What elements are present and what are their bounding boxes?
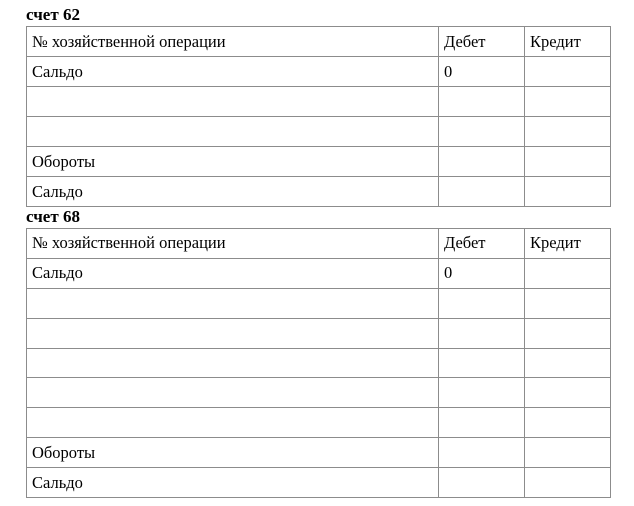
cell-debit [439, 87, 525, 117]
cell-credit [525, 378, 611, 408]
table-row [27, 57, 611, 87]
cell-operation: Сальдо [27, 258, 439, 288]
cell-credit [525, 348, 611, 378]
cell-debit [439, 288, 525, 318]
cell-operation [27, 378, 439, 408]
cell-credit [525, 408, 611, 438]
cell-debit [439, 177, 525, 207]
cell-credit [525, 177, 611, 207]
table-row [27, 87, 611, 117]
header-credit: Кредит [525, 229, 611, 259]
cell-operation: Сальдо [27, 468, 439, 498]
cell-operation [27, 87, 439, 117]
header-operation: № хозяйственной операции [27, 229, 439, 259]
account-62-table [26, 26, 611, 207]
cell-debit [439, 117, 525, 147]
cell-debit: 0 [439, 57, 525, 87]
table-row [27, 117, 611, 147]
cell-credit [525, 318, 611, 348]
cell-operation [27, 318, 439, 348]
cell-debit [439, 408, 525, 438]
table-row [27, 468, 611, 498]
cell-debit [439, 438, 525, 468]
header-debit: Дебет [439, 27, 525, 57]
table-row [27, 378, 611, 408]
header-row [27, 229, 611, 259]
cell-credit [525, 438, 611, 468]
cell-credit [525, 87, 611, 117]
table-row [27, 288, 611, 318]
cell-debit [439, 378, 525, 408]
cell-operation: Обороты [27, 147, 439, 177]
header-operation: № хозяйственной операции [27, 27, 439, 57]
table-row [27, 177, 611, 207]
cell-operation [27, 117, 439, 147]
cell-debit [439, 468, 525, 498]
cell-credit [525, 468, 611, 498]
cell-credit [525, 258, 611, 288]
cell-debit: 0 [439, 258, 525, 288]
table-row [27, 318, 611, 348]
cell-credit [525, 288, 611, 318]
cell-credit [525, 57, 611, 87]
cell-credit [525, 147, 611, 177]
cell-debit [439, 147, 525, 177]
account-68-title: счет 68 [26, 207, 80, 226]
cell-debit [439, 348, 525, 378]
cell-operation: Сальдо [27, 57, 439, 87]
cell-credit [525, 117, 611, 147]
cell-operation [27, 348, 439, 378]
cell-operation: Сальдо [27, 177, 439, 207]
account-62-title: счет 62 [26, 5, 80, 24]
header-debit: Дебет [439, 229, 525, 259]
cell-operation [27, 288, 439, 318]
table-row [27, 147, 611, 177]
cell-debit [439, 318, 525, 348]
cell-operation [27, 408, 439, 438]
table-row [27, 438, 611, 468]
table-row [27, 258, 611, 288]
table-row [27, 348, 611, 378]
table-row [27, 408, 611, 438]
header-row [27, 27, 611, 57]
cell-operation: Обороты [27, 438, 439, 468]
account-68-table [26, 228, 611, 498]
header-credit: Кредит [525, 27, 611, 57]
